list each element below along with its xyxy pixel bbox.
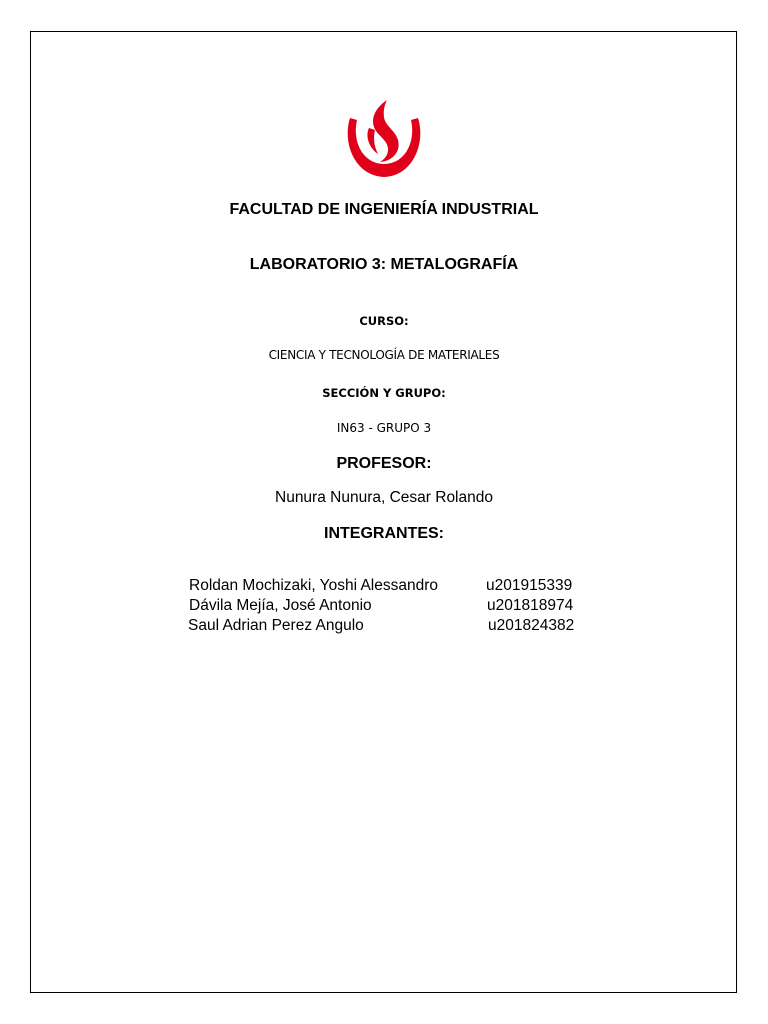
members-label: INTEGRANTES: (324, 525, 444, 542)
section-label: SECCIÓN Y GRUPO: (322, 386, 446, 400)
section-value: IN63 - GRUPO 3 (336, 421, 432, 435)
member-name: Roldan Mochizaki, Yoshi Alessandro (189, 577, 439, 594)
member-name: Saul Adrian Perez Angulo (188, 617, 364, 634)
member-code: u201915339 (486, 577, 573, 594)
professor-name: Nunura Nunura, Cesar Rolando (275, 489, 493, 506)
member-code: u201818974 (487, 597, 574, 614)
member-code: u201824382 (488, 617, 575, 634)
member-name: Dávila Mejía, José Antonio (189, 597, 372, 614)
course-label: CURSO: (359, 314, 409, 328)
professor-label: PROFESOR: (336, 455, 432, 472)
lab-title: LABORATORIO 3: METALOGRAFÍA (249, 256, 519, 273)
upc-flame-logo-icon (345, 98, 423, 178)
course-name: CIENCIA Y TECNOLOGÍA DE MATERIALES (268, 348, 500, 362)
faculty-title: FACULTAD DE INGENIERÍA INDUSTRIAL (229, 201, 539, 218)
